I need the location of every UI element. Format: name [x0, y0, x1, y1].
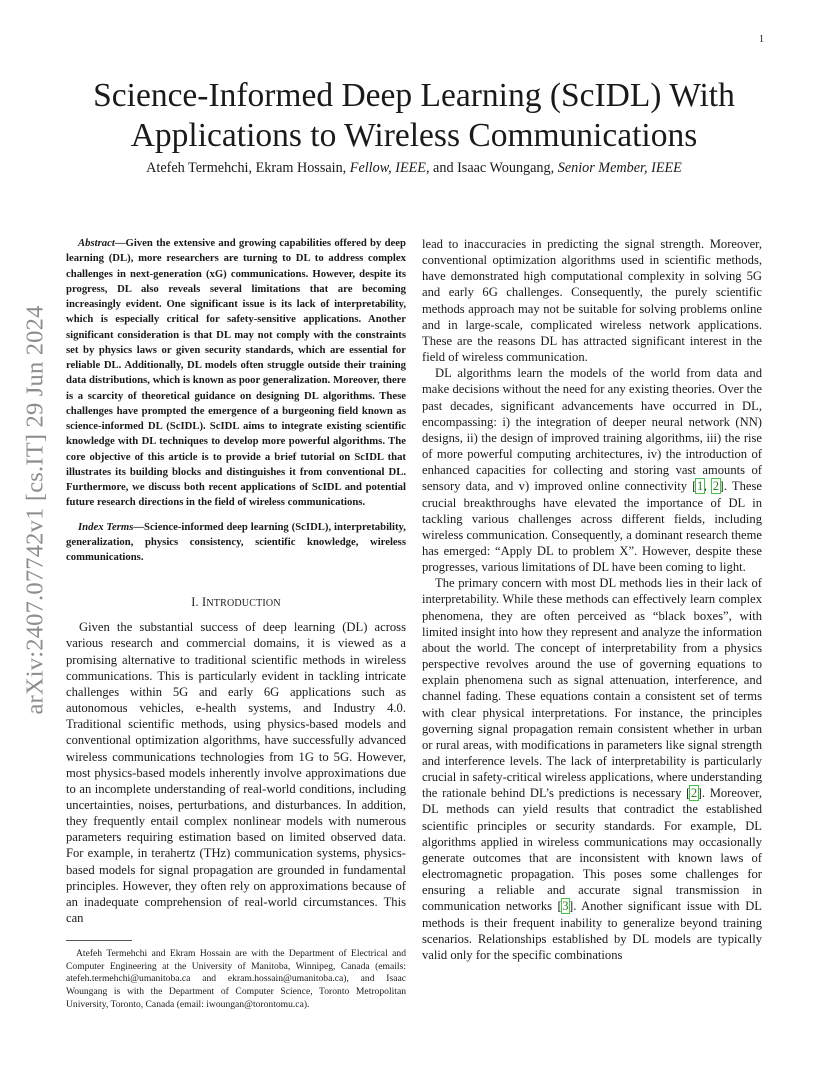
citation-link[interactable]: 2	[712, 479, 720, 494]
footnote-rule	[66, 940, 132, 941]
intro-paragraph-1: Given the substantial success of deep learning (DL) across various research and commercial domains, it is viewed as a promising alternative to traditional scientific methods in wireless communications. This is particularly evident in tackling intricate challenges within 5G and early 6G applications such as autonomous vehicles, e-health systems, and Industry 4.0. Traditional scientific methods, using physics-based models and conventional optimization algorithms, have successfully advanced wireless communications technologies from 1G to 5G. However, most physics-based models inherently involve approximations due to an incomplete understanding of real-world conditions, including uncertainties, noises, perturbations, and disturbances. In addition, they frequently entail complex nonlinear models with numerous parameters requiring estimation based on limited observed data. For example, in terahertz (THz) communication systems, physics-based models for signal propagation are grounded in fundamental principles. However, they often rely on approximations because of an inadequate comprehension of real-world circumstances. This can	[66, 620, 406, 926]
author-affiliation-2: Senior Member, IEEE	[557, 160, 682, 176]
section-heading-introduction	[66, 595, 406, 610]
right-column	[422, 236, 762, 963]
intro-paragraph-3	[422, 575, 762, 963]
citation-link[interactable]: 3	[562, 899, 569, 914]
paragraph-2-text-b: ]. These crucial breakthroughs have elevated the importance of DL in tackling various challenges across different fields, including wireless communication. Consequently, a dominant research theme has emerged: “Apply DL to problem X”. However, despite these progresses, various limitations of DL have been coming to light.	[422, 479, 762, 575]
paragraph-3-text-b: ]. Moreover, DL methods can yield results that contradict the established scientific principles or security standards. For example, DL algorithms applied in wireless communications may occasionally generate outcomes that are inconsistent with known laws of electromagnetic propagation. This poses some challenges for ensuring a reliable and accurate signal transmission in communication networks [	[422, 786, 762, 914]
arxiv-stamp	[20, 300, 52, 720]
authors-part-1: Atefeh Termehchi, Ekram Hossain,	[146, 160, 350, 176]
page-number: 1	[759, 34, 764, 45]
paragraph-3-text-c: ]. Another significant issue with DL methods is their frequent inability to generalize beyond training scenarios. Relationships established by DL models are typically valid only for the specific combinations	[422, 899, 762, 962]
author-line	[60, 160, 768, 177]
intro-paragraph-continued: lead to inaccuracies in predicting the signal strength. Moreover, conventional optimization algorithms used in scientific methods, have demonstrated high computational complexity in solving 5G and early 6G challenges. Consequently, the purely scientific methods approach may not be suitable for solving problems online and in large-scale, complicated wireless network applications. These are the reasons DL has attracted significant interest in the field of wireless communication.	[422, 237, 762, 365]
section-heading-rest: NTRODUCTION	[206, 598, 281, 610]
authors-part-2: , and Isaac Woungang,	[425, 160, 558, 176]
citation-separator: ,	[703, 479, 713, 494]
index-terms	[66, 520, 406, 566]
author-footnote: Atefeh Termehchi and Ekram Hossain are with the Department of Electrical and Computer Engineering at the University of Manitoba, Winnipeg, Canada (emails: atefeh.termehchi@umanitoba.ca and ekram.hossain@umanitoba.ca), and Isaac Woungang is with the Department of Computer Science, Toronto Metropolitan University, Toronto, Canada (email: iwoungan@torontomu.ca).	[66, 948, 406, 1010]
paragraph-2-text-a: DL algorithms learn the models of the world from data and make decisions without the need for any existing theories. Over the past decades, significant advancements have occurred in DL, encompassing: i) the integration of deeper neural network (NN) designs, ii) the design of improved training algorithms, iii) the rise of more powerful computing architectures, iv) the introduction of enhanced capacities for collecting and storing vast amounts of sensory data, and v) improved online connectivity [	[422, 366, 762, 494]
abstract-label: Abstract	[78, 237, 115, 249]
paragraph-3-text-a: The primary concern with most DL methods lies in their lack of interpretability. While these methods can effectively learn complex phenomena, they are often perceived as “black boxes”, with limited insight into how they represent and analyze the information about the world. The concept of interpretability from a physics perspective revolves around the use of governing equations to explain phenomena such as signal attenuation, interference, and channel fading. These equations contain a consistent set of terms with clear physical interpretations. For instance, the principles governing signal propagation remain consistent whether in urban or rural areas, with modifications in parameters like signal strength and interference levels. The lack of interpretability is particularly crucial in safety-critical wireless applications, where understanding the rationale behind DL’s predictions is necessary [	[422, 576, 762, 801]
left-column	[66, 236, 406, 1011]
arxiv-identifier: arXiv:2407.07742v1 [cs.IT] 29 Jun 2024	[22, 305, 50, 715]
abstract	[66, 236, 406, 511]
citation-link[interactable]: 2	[690, 786, 698, 801]
citation-link[interactable]: 1	[696, 479, 704, 494]
abstract-text: —Given the extensive and growing capabilities offered by deep learning (DL), more researchers are turning to DL to address complex challenges in next-generation (xG) communications. However, despite its progress, DL also reveals several limitations that are becoming increasingly evident. One significant issue is its lack of interpretability, which is especially critical for safety-sensitive applications. Another significant consideration is that DL may not comply with the constraints set by physics laws or given security standards, which are essential for reliable DL. Additionally, DL models often struggle outside their training data distributions, which is known as poor generalization. Moreover, there is a scarcity of theoretical guidance on designing DL algorithms. These challenges have prompted the emergence of a burgeoning field known as science-informed DL (ScIDL). ScIDL aims to integrate existing scientific knowledge with DL techniques to develop more powerful algorithms. The core objective of this article is to provide a brief tutorial on ScIDL that illustrates its building blocks and distinguishes it from conventional DL. Furthermore, we discuss both recent applications of ScIDL and potential future research directions in the field of wireless communications.	[66, 237, 406, 509]
index-terms-label: Index Terms	[78, 520, 134, 533]
paper-title	[60, 76, 768, 156]
intro-paragraph-2	[422, 365, 762, 575]
title-line-2: Applications to Wireless Communications	[130, 117, 698, 154]
title-line-1: Science-Informed Deep Learning (ScIDL) With	[93, 77, 735, 114]
section-heading-numeral: I. I	[191, 595, 207, 610]
author-affiliation-1: Fellow, IEEE	[349, 160, 426, 176]
index-terms-text: —Science-informed deep learning (ScIDL), interpretability, generalization, physics consistency, scientific knowledge, wireless communications.	[66, 520, 406, 563]
